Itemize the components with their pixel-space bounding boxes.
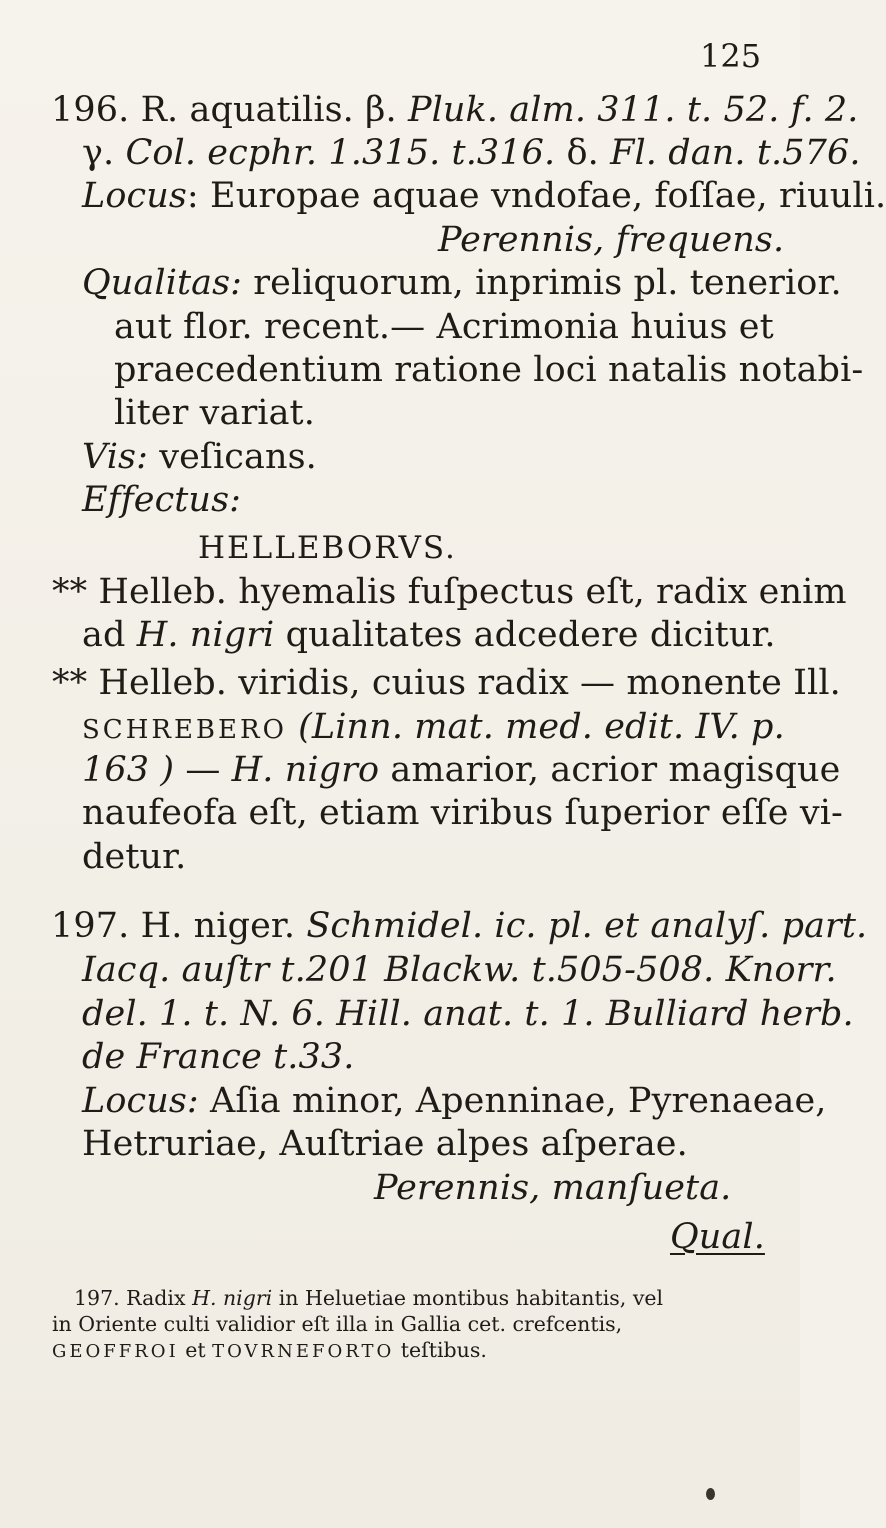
entry-197-references-4: de France t.33. [82,1037,355,1077]
entry-196-heading [51,88,859,132]
qualitas-label: Qualitas: [82,263,243,303]
vis-label: Vis: [82,437,149,477]
note-text: — [174,750,232,790]
note-text: Helleb. viridis, cuius radix — monente Ill. [87,663,841,703]
note-1-line-1 [52,570,847,614]
qualitas-line-4: liter variat. [114,393,315,433]
qualitas-text: reliquorum, inprimis pl. tenerior. [242,263,842,303]
locus-label: Locus [82,176,187,216]
note-1-line-2 [82,613,776,657]
entry-196-references [82,131,861,175]
catchword: Qual. [670,1217,765,1257]
author-name: SCHREBERO [82,715,287,745]
footnote-number: 197. [74,1286,120,1310]
variety-marker: β. [365,90,397,130]
footnote-text: Radix [119,1286,193,1310]
reference: Fl. dan. t.576. [610,133,861,173]
author-name: TOVRNEFORTO [212,1341,395,1362]
qualitas-line-2: aut flor. recent.— Acrimonia huius et [114,307,774,347]
entry-196-qualitas [82,261,842,305]
reference: Schmidel. ic. pl. et analyſ. part. [306,906,868,946]
note-stars: ** [52,663,88,703]
species-name: R. aquatilis. [140,90,354,130]
note-text: qualitates adcedere dicitur. [274,615,776,655]
page-number: 125 [700,37,762,75]
entry-197-locus [82,1079,827,1123]
genus-heading: HELLEBORVS. [198,530,457,566]
note-reference: (Linn. mat. med. edit. IV. p. [286,707,785,747]
footnote-text: teſtibus. [394,1338,487,1362]
note-2-line-1 [52,661,841,705]
note-species: H. nigro [231,750,380,790]
entry-196-perennis: Perennis, frequens. [438,220,785,260]
variety-marker: γ. [82,133,115,173]
note-2-line-2 [82,705,785,752]
locus-text: : Europae aquae vndofae, foſſae, riuuli. [186,176,886,216]
footnote-line-2: in Oriente culti validior eſt illa in Gallia cet. crefcentis, [52,1312,623,1336]
footnote-species: H. nigri [192,1286,273,1310]
note-2-line-3 [82,748,840,792]
ink-spot [706,1488,715,1500]
locus-label: Locus: [82,1081,199,1121]
note-species: H. nigri [136,615,275,655]
reference: Pluk. alm. 311. t. 52. f. 2. [407,90,859,130]
species-name: H. niger. [140,906,296,946]
entry-196-effectus: Effectus: [82,480,242,520]
footnote-line-1 [74,1285,663,1311]
entry-196-vis [82,435,317,479]
footnote-text: et [178,1338,213,1362]
note-stars: ** [52,572,88,612]
note-2-line-4: naufeofa eſt, etiam viribus ſuperior eſſe vi- [82,793,843,833]
entry-number: 196. [51,90,130,130]
reference: Col. ecphr. 1.315. t.316. [125,133,556,173]
vis-text: veſicans. [148,437,317,477]
note-2-line-5: detur. [82,837,187,877]
entry-197-references-3: del. 1. t. N. 6. Hill. anat. t. 1. Bulliard herb. [82,994,854,1034]
entry-number: 197. [51,906,130,946]
note-text: amarior, acrior magisque [379,750,841,790]
locus-text: Aſia minor, Apenninae, Pyrenaeae, [198,1081,827,1121]
note-text: ad [82,615,137,655]
entry-197-perennis: Perennis, manſueta. [374,1168,732,1208]
entry-197-references-2: Iacq. auſtr t.201 Blackw. t.505-508. Knorr. [82,950,837,990]
entry-196-locus [82,174,886,218]
author-name: GEOFFROI [52,1341,179,1362]
footnote-text: in Heluetiae montibus habitantis, vel [272,1286,664,1310]
note-text: Helleb. hyemalis fuſpectus eſt, radix enim [87,572,847,612]
note-reference: 163 ) [82,750,175,790]
entry-197-locus-2: Hetruriae, Auſtriae alpes aſperae. [82,1124,688,1164]
entry-197-heading [51,904,867,948]
footnote-line-3 [52,1337,487,1365]
variety-marker: δ. [566,133,599,173]
qualitas-line-3: praecedentium ratione loci natalis notabi- [114,350,864,390]
